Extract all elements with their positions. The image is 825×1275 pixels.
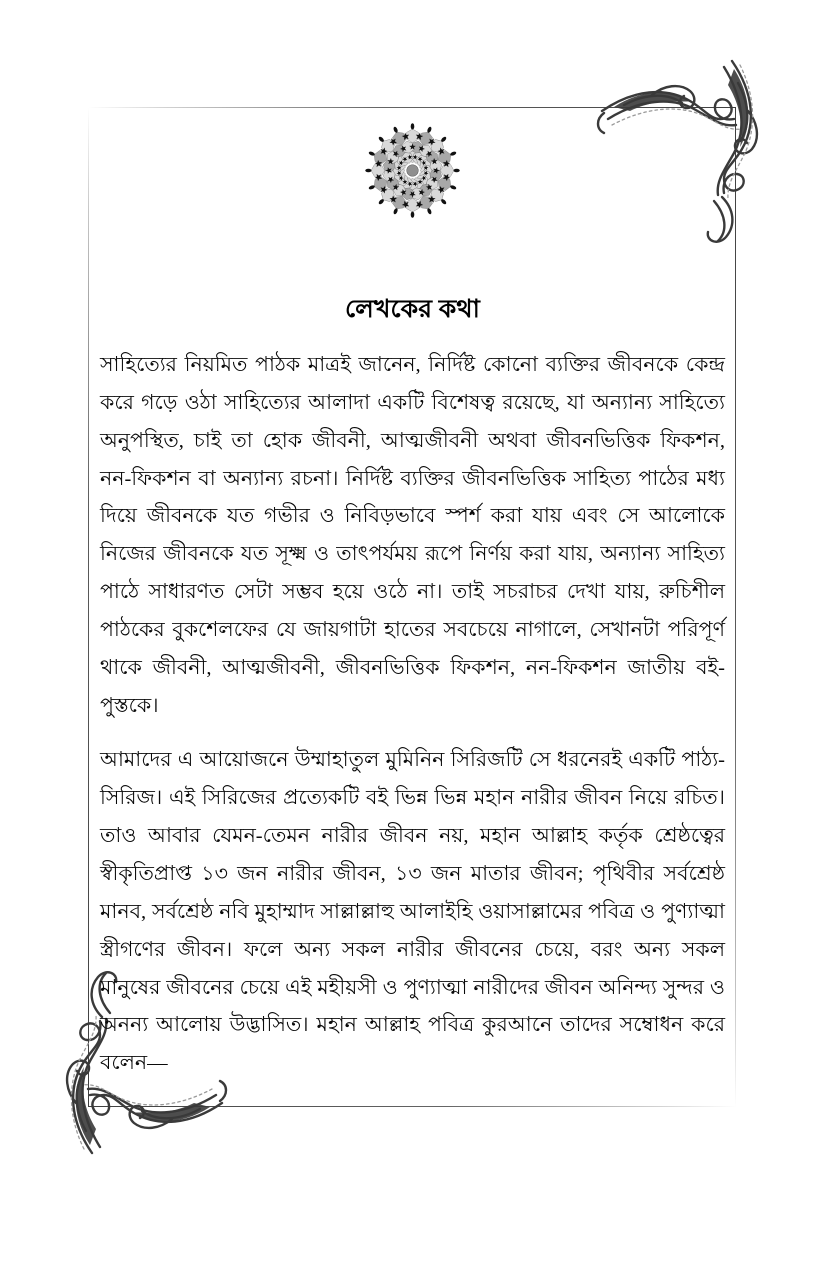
body-paragraph: আমাদের এ আয়োজনে উম্মাহাতুল মুমিনিন সিরিজটি সে ধরনেরই একটি পাঠ্য-সিরিজ। এই সিরিজের প্রত্যেকটি বই ভিন্ন ভিন্ন মহান নারীর জীবন নিয়ে রচিত। তাও আবার যেমন-তেমন নারীর জীবন নয়, মহান আল্লাহ কর্তৃক শ্রেষ্ঠত্বের স্বীকৃতিপ্রাপ্ত ১৩ জন নারীর জীবন, ১৩ জন মাতার জীবন; পৃথিবীর সর্বশ্রেষ্ঠ মানব, সর্বশ্রেষ্ঠ নবি মুহাম্মাদ সাল্লাল্লাহু আলাইহি ওয়াসাল্লামের পবিত্র ও পুণ্যাত্মা স্ত্রীগণের জীবন। ফলে অন্য সকল নারীর জীবনের চেয়ে, বরং অন্য সকল মানুষের জীবনের চেয়ে এই মহীয়সী ও পুণ্যাত্মা নারীদের জীবন অনিন্দ্য সুন্দর ও অনন্য আলোয় উদ্ভাসিত। মহান আল্লাহ পবিত্র কুরআনে তাদের সম্বোধন করে বলেন— bbox=[100, 748, 725, 1075]
frame-top-rule bbox=[88, 107, 736, 108]
rosette-ornament-container bbox=[0, 118, 825, 223]
chapter-title: লেখকের কথা bbox=[344, 296, 481, 323]
page-content bbox=[100, 296, 725, 1083]
body-paragraph: সাহিত্যের নিয়মিত পাঠক মাত্রই জানেন, নির্দিষ্ট কোনো ব্যক্তির জীবনকে কেন্দ্র করে গড়ে ওঠা সাহিত্যের আলাদা একটি বিশেষত্ব রয়েছে, যা অন্যান্য সাহিত্যে অনুপস্থিত, চাই তা হোক জীবনী, আত্মজীবনী অথবা জীবনভিত্তিক ফিকশন, নন-ফিকশন বা অন্যান্য রচনা। নির্দিষ্ট ব্যক্তির জীবনভিত্তিক সাহিত্য পাঠের মধ্য দিয়ে জীবনকে যত গভীর ও নিবিড়ভাবে স্পর্শ করা যায় এবং সে আলোকে নিজের জীবনকে যত সূক্ষ্ম ও তাৎপর্যময় রূপে নির্ণয় করা যায়, অন্যান্য সাহিত্য পাঠে সাধারণত সেটা সম্ভব হয়ে ওঠে না। তাই সচরাচর দেখা যায়, রুচিশীল পাঠকের বুকশেলফের যে জায়গাটা হাতের সবচেয়ে নাগালে, সেখানটা পরিপূর্ণ থাকে জীবনী, আত্মজীবনী, জীবনভিত্তিক ফিকশন, নন-ফিকশন জাতীয় বই-পুস্তকে। bbox=[100, 353, 725, 718]
frame-bottom-rule bbox=[88, 1106, 736, 1107]
frame-left-rule bbox=[88, 107, 89, 1107]
frame-right-rule bbox=[735, 107, 736, 1107]
islamic-geometric-rosette-icon bbox=[360, 118, 465, 223]
